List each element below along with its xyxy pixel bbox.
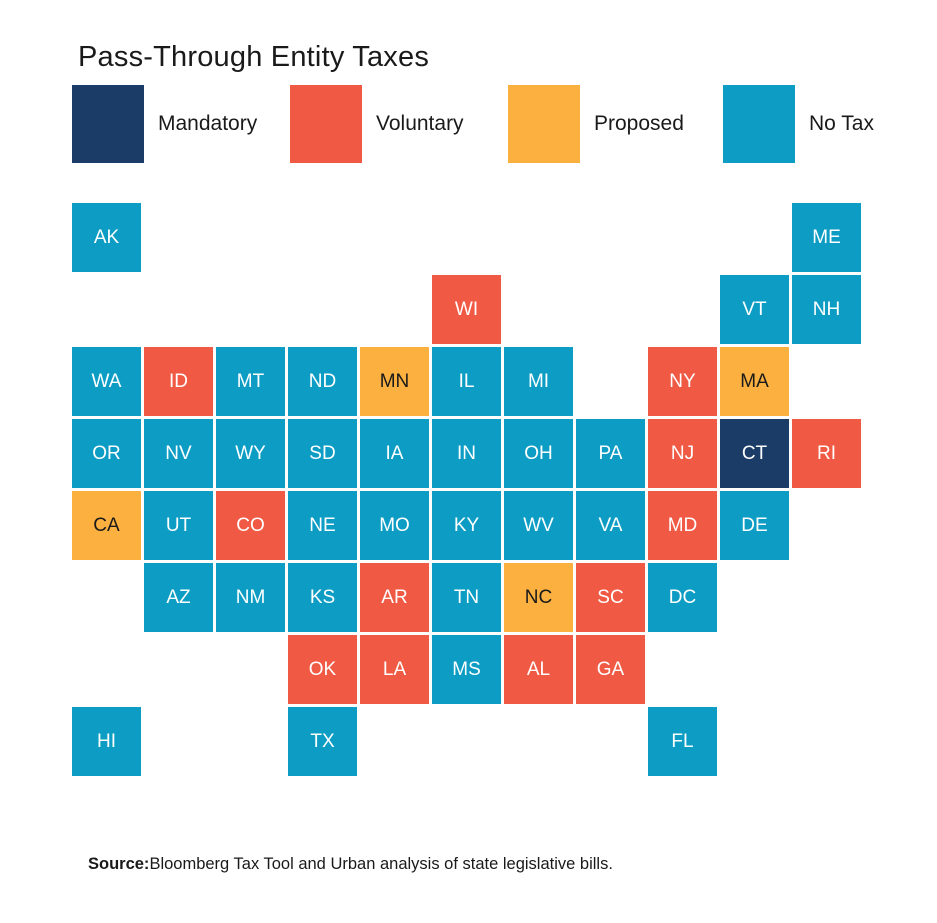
state-cell-me[interactable]: ME <box>792 203 861 272</box>
legend-item-no_tax <box>723 85 874 163</box>
state-cell-mo[interactable]: MO <box>360 491 429 560</box>
state-cell-sd[interactable]: SD <box>288 419 357 488</box>
legend-swatch-mandatory <box>72 85 144 163</box>
state-cell-ca[interactable]: CA <box>72 491 141 560</box>
state-cell-nv[interactable]: NV <box>144 419 213 488</box>
legend-swatch-proposed <box>508 85 580 163</box>
state-cell-al[interactable]: AL <box>504 635 573 704</box>
state-cell-id[interactable]: ID <box>144 347 213 416</box>
state-cell-mt[interactable]: MT <box>216 347 285 416</box>
state-cell-ne[interactable]: NE <box>288 491 357 560</box>
source-label: Source: <box>88 855 150 873</box>
source-note <box>88 855 613 874</box>
state-cell-ks[interactable]: KS <box>288 563 357 632</box>
state-cell-md[interactable]: MD <box>648 491 717 560</box>
state-cell-or[interactable]: OR <box>72 419 141 488</box>
state-cell-il[interactable]: IL <box>432 347 501 416</box>
state-cell-mn[interactable]: MN <box>360 347 429 416</box>
page-title: Pass-Through Entity Taxes <box>78 41 430 74</box>
state-cell-wa[interactable]: WA <box>72 347 141 416</box>
state-cell-tx[interactable]: TX <box>288 707 357 776</box>
state-cell-wv[interactable]: WV <box>504 491 573 560</box>
state-cell-nc[interactable]: NC <box>504 563 573 632</box>
state-cell-ky[interactable]: KY <box>432 491 501 560</box>
source-text: Bloomberg Tax Tool and Urban analysis of state legislative bills. <box>149 855 613 873</box>
legend-label-no_tax: No Tax <box>809 112 874 135</box>
state-cell-pa[interactable]: PA <box>576 419 645 488</box>
legend <box>72 85 892 165</box>
state-cell-nh[interactable]: NH <box>792 275 861 344</box>
legend-swatch-voluntary <box>290 85 362 163</box>
state-cell-dc[interactable]: DC <box>648 563 717 632</box>
state-cell-ga[interactable]: GA <box>576 635 645 704</box>
state-grid <box>72 203 872 778</box>
legend-swatch-no_tax <box>723 85 795 163</box>
state-cell-ct[interactable]: CT <box>720 419 789 488</box>
state-cell-la[interactable]: LA <box>360 635 429 704</box>
state-cell-wi[interactable]: WI <box>432 275 501 344</box>
state-cell-az[interactable]: AZ <box>144 563 213 632</box>
state-cell-nd[interactable]: ND <box>288 347 357 416</box>
state-cell-nj[interactable]: NJ <box>648 419 717 488</box>
state-cell-vt[interactable]: VT <box>720 275 789 344</box>
state-cell-ar[interactable]: AR <box>360 563 429 632</box>
legend-item-mandatory <box>72 85 257 163</box>
legend-item-proposed <box>508 85 684 163</box>
state-cell-ak[interactable]: AK <box>72 203 141 272</box>
state-cell-nm[interactable]: NM <box>216 563 285 632</box>
legend-item-voluntary <box>290 85 464 163</box>
state-cell-fl[interactable]: FL <box>648 707 717 776</box>
state-cell-ut[interactable]: UT <box>144 491 213 560</box>
state-cell-sc[interactable]: SC <box>576 563 645 632</box>
state-cell-ok[interactable]: OK <box>288 635 357 704</box>
state-cell-ma[interactable]: MA <box>720 347 789 416</box>
state-cell-ia[interactable]: IA <box>360 419 429 488</box>
state-cell-co[interactable]: CO <box>216 491 285 560</box>
state-cell-wy[interactable]: WY <box>216 419 285 488</box>
state-cell-hi[interactable]: HI <box>72 707 141 776</box>
legend-label-voluntary: Voluntary <box>376 112 464 135</box>
state-cell-ms[interactable]: MS <box>432 635 501 704</box>
state-cell-in[interactable]: IN <box>432 419 501 488</box>
state-cell-ri[interactable]: RI <box>792 419 861 488</box>
legend-label-mandatory: Mandatory <box>158 112 258 135</box>
state-cell-oh[interactable]: OH <box>504 419 573 488</box>
state-cell-va[interactable]: VA <box>576 491 645 560</box>
state-cell-mi[interactable]: MI <box>504 347 573 416</box>
state-cell-ny[interactable]: NY <box>648 347 717 416</box>
state-cell-tn[interactable]: TN <box>432 563 501 632</box>
legend-label-proposed: Proposed <box>594 112 684 135</box>
state-cell-de[interactable]: DE <box>720 491 789 560</box>
